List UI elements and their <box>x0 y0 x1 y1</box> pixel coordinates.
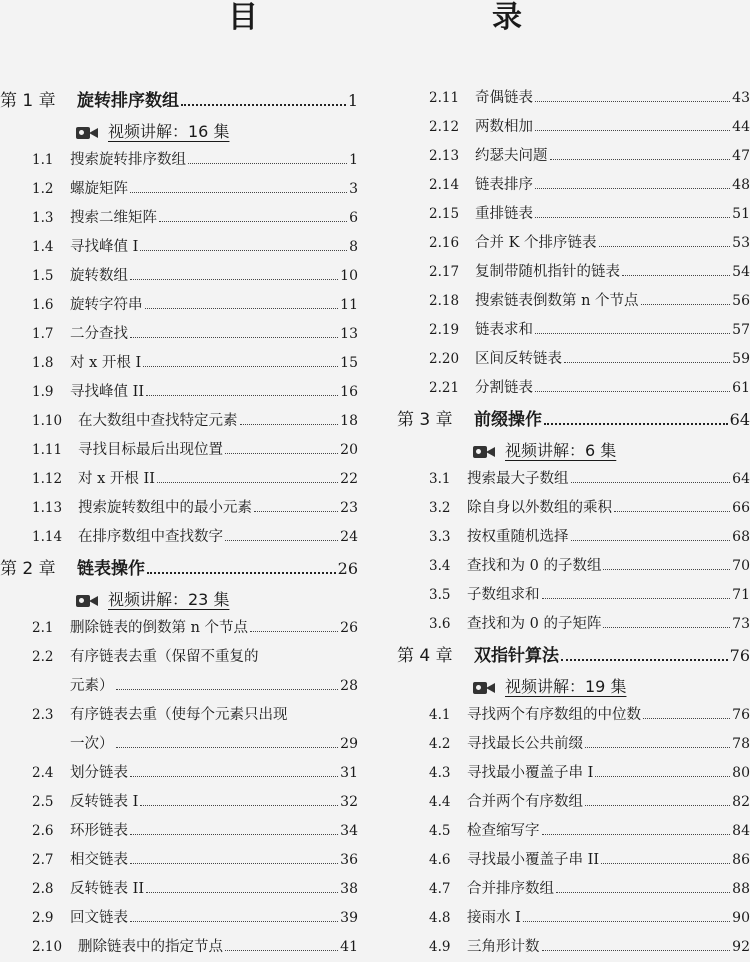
dot-leader <box>603 569 730 570</box>
toc-entry[interactable] <box>397 84 750 113</box>
dot-leader <box>571 482 731 483</box>
page-number: 76 <box>729 646 750 665</box>
entry-list <box>397 465 750 639</box>
dot-leader <box>146 395 338 396</box>
section-number: 2.1 <box>32 620 54 636</box>
toc-entry[interactable] <box>0 614 358 643</box>
dot-leader <box>641 304 731 305</box>
section-number: 2.12 <box>429 119 460 135</box>
section-number: 2.21 <box>429 380 460 396</box>
section-title: 删除链表的倒数第 n 个节点 <box>70 620 249 636</box>
toc-entry[interactable] <box>397 229 750 258</box>
page-number: 84 <box>732 823 750 839</box>
toc-entry[interactable] <box>397 523 750 552</box>
section-title: 奇偶链表 <box>475 90 533 106</box>
dot-leader <box>585 805 730 806</box>
section-title: 螺旋矩阵 <box>70 181 128 197</box>
section-title: 按权重随机选择 <box>467 529 569 545</box>
section-title: 复制带随机指针的链表 <box>475 264 620 280</box>
toc-entry[interactable] <box>0 465 358 494</box>
toc-entry[interactable] <box>397 788 750 817</box>
section-title: 查找和为 0 的子矩阵 <box>467 616 602 632</box>
page-number: 90 <box>732 910 750 926</box>
page-number: 92 <box>732 939 750 955</box>
chapter-number: 第 3 章 <box>397 410 453 430</box>
toc-entry[interactable] <box>0 146 358 175</box>
section-number: 2.3 <box>32 707 54 723</box>
section-number: 1.9 <box>32 384 54 400</box>
section-number: 2.10 <box>32 939 63 955</box>
page-number: 31 <box>340 765 358 781</box>
dot-leader <box>556 892 730 893</box>
section-number: 3.2 <box>429 500 451 516</box>
section-title: 搜索最大子数组 <box>467 471 569 487</box>
dot-leader <box>140 250 347 251</box>
toc-entry[interactable] <box>0 291 358 320</box>
toc-entry[interactable] <box>397 345 750 374</box>
dot-leader <box>240 424 339 425</box>
dot-leader <box>564 362 730 363</box>
dot-leader <box>535 217 730 218</box>
section-title: 旋转数组 <box>70 268 128 284</box>
section-number: 1.12 <box>32 471 63 487</box>
toc-left-column <box>0 84 358 962</box>
page-number: 68 <box>732 529 750 545</box>
section-title: 重排链表 <box>475 206 533 222</box>
toc-entry[interactable] <box>0 378 358 407</box>
section-title: 在大数组中查找特定元素 <box>78 413 238 429</box>
section-title: 合并两个有序数组 <box>467 794 583 810</box>
video-lecture-label: 视频讲解：16 集 <box>108 122 230 141</box>
page-number: 59 <box>732 351 750 367</box>
page-number: 48 <box>732 177 750 193</box>
section-number: 2.2 <box>32 649 54 665</box>
section-title: 对 x 开根 II <box>78 471 155 487</box>
page-number: 88 <box>732 881 750 897</box>
section-title: 子数组求和 <box>467 587 540 603</box>
section-number: 3.5 <box>429 587 451 603</box>
section-number: 4.6 <box>429 852 451 868</box>
page-number: 23 <box>340 500 358 516</box>
toc-entry[interactable] <box>397 933 750 962</box>
toc-entry[interactable] <box>0 320 358 349</box>
page-number: 86 <box>732 852 750 868</box>
toc-entry[interactable] <box>0 846 358 875</box>
chapter-heading[interactable] <box>0 84 358 118</box>
section-title: 有序链表去重（保留不重复的 <box>70 649 259 665</box>
section-number: 1.10 <box>32 413 63 429</box>
section-title: 环形链表 <box>70 823 128 839</box>
page-number: 53 <box>732 235 750 251</box>
section-title: 回文链表 <box>70 910 128 926</box>
dot-leader <box>542 834 731 835</box>
toc-entry[interactable] <box>0 701 358 759</box>
section-number: 1.7 <box>32 326 54 342</box>
section-number: 3.6 <box>429 616 451 632</box>
section-title: 三角形计数 <box>467 939 540 955</box>
section-number: 4.9 <box>429 939 451 955</box>
entry-line <box>0 672 358 701</box>
video-camera-icon <box>76 593 98 607</box>
dot-leader <box>188 163 347 164</box>
video-lecture-label: 视频讲解：6 集 <box>505 441 617 460</box>
toc-entry[interactable] <box>397 759 750 788</box>
toc-entry[interactable] <box>397 465 750 494</box>
section-title: 对 x 开根 I <box>70 355 142 371</box>
dot-leader <box>130 776 338 777</box>
page-number: 38 <box>340 881 358 897</box>
section-title: 区间反转链表 <box>475 351 562 367</box>
section-number: 4.4 <box>429 794 451 810</box>
section-number: 4.5 <box>429 823 451 839</box>
dot-leader <box>130 921 338 922</box>
section-number: 3.4 <box>429 558 451 574</box>
section-number: 2.11 <box>429 90 460 106</box>
section-title: 有序链表去重（使每个元素只出现 <box>70 707 288 723</box>
toc-entry[interactable] <box>0 817 358 846</box>
chapter-number: 第 1 章 <box>0 91 56 111</box>
section-title: 寻找两个有序数组的中位数 <box>467 707 641 723</box>
section-number: 4.1 <box>429 707 451 723</box>
entry-list <box>0 614 358 643</box>
section-title: 寻找最小覆盖子串 I <box>467 765 594 781</box>
page-number: 3 <box>349 181 358 197</box>
section-number: 4.2 <box>429 736 451 752</box>
dot-leader <box>571 540 731 541</box>
dot-leader <box>535 101 730 102</box>
toc-entry[interactable] <box>397 581 750 610</box>
dot-leader <box>130 192 347 193</box>
toc-entry[interactable] <box>0 407 358 436</box>
toc-entry[interactable] <box>0 904 358 933</box>
toc-entry[interactable] <box>397 817 750 846</box>
entry-list <box>397 701 750 962</box>
toc-entry[interactable] <box>397 875 750 904</box>
toc-entry[interactable] <box>397 610 750 639</box>
page-number: 57 <box>732 322 750 338</box>
section-number: 2.9 <box>32 910 54 926</box>
page-number: 64 <box>729 410 750 429</box>
toc-entry[interactable] <box>0 494 358 523</box>
section-title: 寻找峰值 I <box>70 239 139 255</box>
page-number: 39 <box>340 910 358 926</box>
toc-entry[interactable] <box>0 643 358 701</box>
toc-entry[interactable] <box>397 730 750 759</box>
entry-line <box>0 730 358 759</box>
page-number: 15 <box>340 355 358 371</box>
section-number: 4.7 <box>429 881 451 897</box>
section-number: 2.5 <box>32 794 54 810</box>
dot-leader <box>225 540 338 541</box>
chapter-title: 旋转排序数组 <box>77 91 179 111</box>
page-number: 1 <box>349 152 358 168</box>
page-number: 8 <box>349 239 358 255</box>
section-title: 搜索二维矩阵 <box>70 210 157 226</box>
video-lecture-label: 视频讲解：19 集 <box>505 677 627 696</box>
video-lecture-link[interactable] <box>397 437 750 465</box>
dot-leader <box>157 482 338 483</box>
dot-leader <box>550 159 731 160</box>
page-number: 1 <box>347 91 358 110</box>
page-number: 6 <box>349 210 358 226</box>
dot-leader <box>130 863 338 864</box>
dot-leader <box>225 453 338 454</box>
page-number: 28 <box>340 678 358 694</box>
toc-entry[interactable] <box>397 494 750 523</box>
section-title: 合并排序数组 <box>467 881 554 897</box>
chapter-heading[interactable] <box>0 552 358 586</box>
section-number: 1.5 <box>32 268 54 284</box>
section-number: 3.3 <box>429 529 451 545</box>
section-number: 2.6 <box>32 823 54 839</box>
section-number: 1.6 <box>32 297 54 313</box>
section-number: 2.7 <box>32 852 54 868</box>
video-lecture-label: 视频讲解：23 集 <box>108 590 230 609</box>
dot-leader <box>544 423 728 425</box>
toc-entry[interactable] <box>397 374 750 403</box>
dot-leader <box>116 689 339 690</box>
video-camera-icon <box>76 125 98 139</box>
chapter-heading[interactable] <box>397 639 750 673</box>
page-number: 13 <box>340 326 358 342</box>
section-number: 1.14 <box>32 529 63 545</box>
dot-leader <box>159 221 347 222</box>
page-number: 61 <box>732 380 750 396</box>
dot-leader <box>561 659 728 661</box>
chapter-number: 第 4 章 <box>397 646 453 666</box>
toc-entry[interactable] <box>0 875 358 904</box>
page-number: 24 <box>340 529 358 545</box>
toc-entry[interactable] <box>397 552 750 581</box>
page-number: 71 <box>732 587 750 603</box>
section-title: 旋转字符串 <box>70 297 143 313</box>
section-number: 2.16 <box>429 235 460 251</box>
page-number: 66 <box>732 500 750 516</box>
section-title: 搜索旋转排序数组 <box>70 152 186 168</box>
page-number: 26 <box>340 620 358 636</box>
section-title: 在排序数组中查找数字 <box>78 529 223 545</box>
page-number: 32 <box>340 794 358 810</box>
page-number: 41 <box>340 939 358 955</box>
section-number: 2.8 <box>32 881 54 897</box>
dot-leader <box>225 950 338 951</box>
video-lecture-link[interactable] <box>0 586 358 614</box>
section-number: 4.8 <box>429 910 451 926</box>
toc-entry[interactable] <box>397 287 750 316</box>
section-title: 寻找最小覆盖子串 II <box>467 852 600 868</box>
page-number: 76 <box>732 707 750 723</box>
toc-entry[interactable] <box>0 262 358 291</box>
section-title: 检查缩写字 <box>467 823 540 839</box>
section-title: 约瑟夫问题 <box>475 148 548 164</box>
dot-leader <box>146 892 338 893</box>
dot-leader <box>147 572 336 574</box>
section-title: 链表求和 <box>475 322 533 338</box>
toc-entry[interactable] <box>397 846 750 875</box>
dot-leader <box>130 279 338 280</box>
entry-list <box>397 84 750 403</box>
section-title: 合并 K 个排序链表 <box>475 235 597 251</box>
section-title: 接雨水 I <box>467 910 521 926</box>
section-title: 二分查找 <box>70 326 128 342</box>
toc-entry[interactable] <box>0 436 358 465</box>
dot-leader <box>523 921 730 922</box>
toc-entry[interactable] <box>397 904 750 933</box>
chapter-title: 前缀操作 <box>474 410 542 430</box>
entry-list-twoline <box>0 643 358 759</box>
toc-entry[interactable] <box>0 175 358 204</box>
toc-entry[interactable] <box>0 349 358 378</box>
chapter-title: 双指针算法 <box>474 646 559 666</box>
page-number: 29 <box>340 736 358 752</box>
page-number: 56 <box>732 293 750 309</box>
section-number: 2.20 <box>429 351 460 367</box>
page-number: 64 <box>732 471 750 487</box>
dot-leader <box>140 805 338 806</box>
section-title: 删除链表中的指定节点 <box>78 939 223 955</box>
section-title-continued: 元素） <box>70 678 114 694</box>
chapter-title: 链表操作 <box>77 559 145 579</box>
toc-entry[interactable] <box>397 316 750 345</box>
toc-entry[interactable] <box>0 759 358 788</box>
entry-line <box>0 643 358 672</box>
page-number: 80 <box>732 765 750 781</box>
page-number: 43 <box>732 90 750 106</box>
dot-leader <box>601 863 730 864</box>
page-number: 26 <box>337 559 358 578</box>
section-title: 反转链表 I <box>70 794 139 810</box>
chapter-heading[interactable] <box>397 403 750 437</box>
dot-leader <box>585 747 730 748</box>
toc-entry[interactable] <box>397 113 750 142</box>
section-number: 1.13 <box>32 500 63 516</box>
dot-leader <box>535 188 730 189</box>
dot-leader <box>145 308 339 309</box>
page-number: 82 <box>732 794 750 810</box>
section-title: 查找和为 0 的子数组 <box>467 558 602 574</box>
section-number: 1.4 <box>32 239 54 255</box>
toc-entry[interactable] <box>397 200 750 229</box>
page-title: 目 录 <box>228 0 580 35</box>
dot-leader <box>603 627 730 628</box>
section-number: 2.18 <box>429 293 460 309</box>
toc-entry[interactable] <box>0 233 358 262</box>
section-title: 寻找目标最后出现位置 <box>78 442 223 458</box>
page-number: 47 <box>732 148 750 164</box>
page-number: 51 <box>732 206 750 222</box>
video-camera-icon <box>473 680 495 694</box>
section-number: 2.14 <box>429 177 460 193</box>
section-number: 1.11 <box>32 442 63 458</box>
dot-leader <box>254 511 338 512</box>
page-number: 11 <box>340 297 358 313</box>
section-title: 搜索链表倒数第 n 个节点 <box>475 293 639 309</box>
dot-leader <box>542 598 731 599</box>
section-number: 2.15 <box>429 206 460 222</box>
section-number: 4.3 <box>429 765 451 781</box>
dot-leader <box>535 391 730 392</box>
dot-leader <box>614 511 730 512</box>
section-number: 3.1 <box>429 471 451 487</box>
dot-leader <box>595 776 730 777</box>
entry-list <box>0 146 358 552</box>
toc-entry[interactable] <box>397 142 750 171</box>
toc-entry[interactable] <box>397 258 750 287</box>
dot-leader <box>116 747 339 748</box>
section-title: 相交链表 <box>70 852 128 868</box>
page-number: 22 <box>340 471 358 487</box>
page-number: 36 <box>340 852 358 868</box>
video-lecture-link[interactable] <box>0 118 358 146</box>
section-title: 两数相加 <box>475 119 533 135</box>
dot-leader <box>622 275 730 276</box>
section-number: 1.8 <box>32 355 54 371</box>
video-camera-icon <box>473 444 495 458</box>
toc-entry[interactable] <box>397 171 750 200</box>
page-number: 44 <box>732 119 750 135</box>
page-number: 78 <box>732 736 750 752</box>
section-title: 寻找峰值 II <box>70 384 145 400</box>
section-title: 链表排序 <box>475 177 533 193</box>
section-title-continued: 一次） <box>70 736 114 752</box>
toc-entry[interactable] <box>0 204 358 233</box>
section-number: 1.2 <box>32 181 54 197</box>
page-number: 34 <box>340 823 358 839</box>
page-number: 73 <box>732 616 750 632</box>
dot-leader <box>250 631 338 632</box>
section-title: 寻找最长公共前缀 <box>467 736 583 752</box>
section-number: 2.19 <box>429 322 460 338</box>
section-number: 2.4 <box>32 765 54 781</box>
dot-leader <box>535 130 730 131</box>
section-number: 2.17 <box>429 264 460 280</box>
dot-leader <box>130 337 338 338</box>
section-title: 划分链表 <box>70 765 128 781</box>
toc-entry[interactable] <box>0 788 358 817</box>
section-number: 2.13 <box>429 148 460 164</box>
page-number: 10 <box>340 268 358 284</box>
toc-entry[interactable] <box>397 701 750 730</box>
chapter-number: 第 2 章 <box>0 559 56 579</box>
page-number: 54 <box>732 264 750 280</box>
section-number: 1.1 <box>32 152 54 168</box>
section-title: 反转链表 II <box>70 881 145 897</box>
video-lecture-link[interactable] <box>397 673 750 701</box>
dot-leader <box>143 366 338 367</box>
section-title: 搜索旋转数组中的最小元素 <box>78 500 252 516</box>
dot-leader <box>130 834 338 835</box>
entry-line <box>0 701 358 730</box>
page-number: 18 <box>340 413 358 429</box>
page-number: 70 <box>732 558 750 574</box>
toc-right-column <box>397 84 750 962</box>
dot-leader <box>535 333 730 334</box>
section-title: 除自身以外数组的乘积 <box>467 500 612 516</box>
dot-leader <box>542 950 731 951</box>
dot-leader <box>643 718 730 719</box>
section-title: 分割链表 <box>475 380 533 396</box>
page-number: 16 <box>340 384 358 400</box>
toc-entry[interactable] <box>0 523 358 552</box>
entry-list <box>0 759 358 962</box>
dot-leader <box>599 246 731 247</box>
section-number: 1.3 <box>32 210 54 226</box>
page-number: 20 <box>340 442 358 458</box>
toc-entry[interactable] <box>0 933 358 962</box>
dot-leader <box>181 104 346 106</box>
